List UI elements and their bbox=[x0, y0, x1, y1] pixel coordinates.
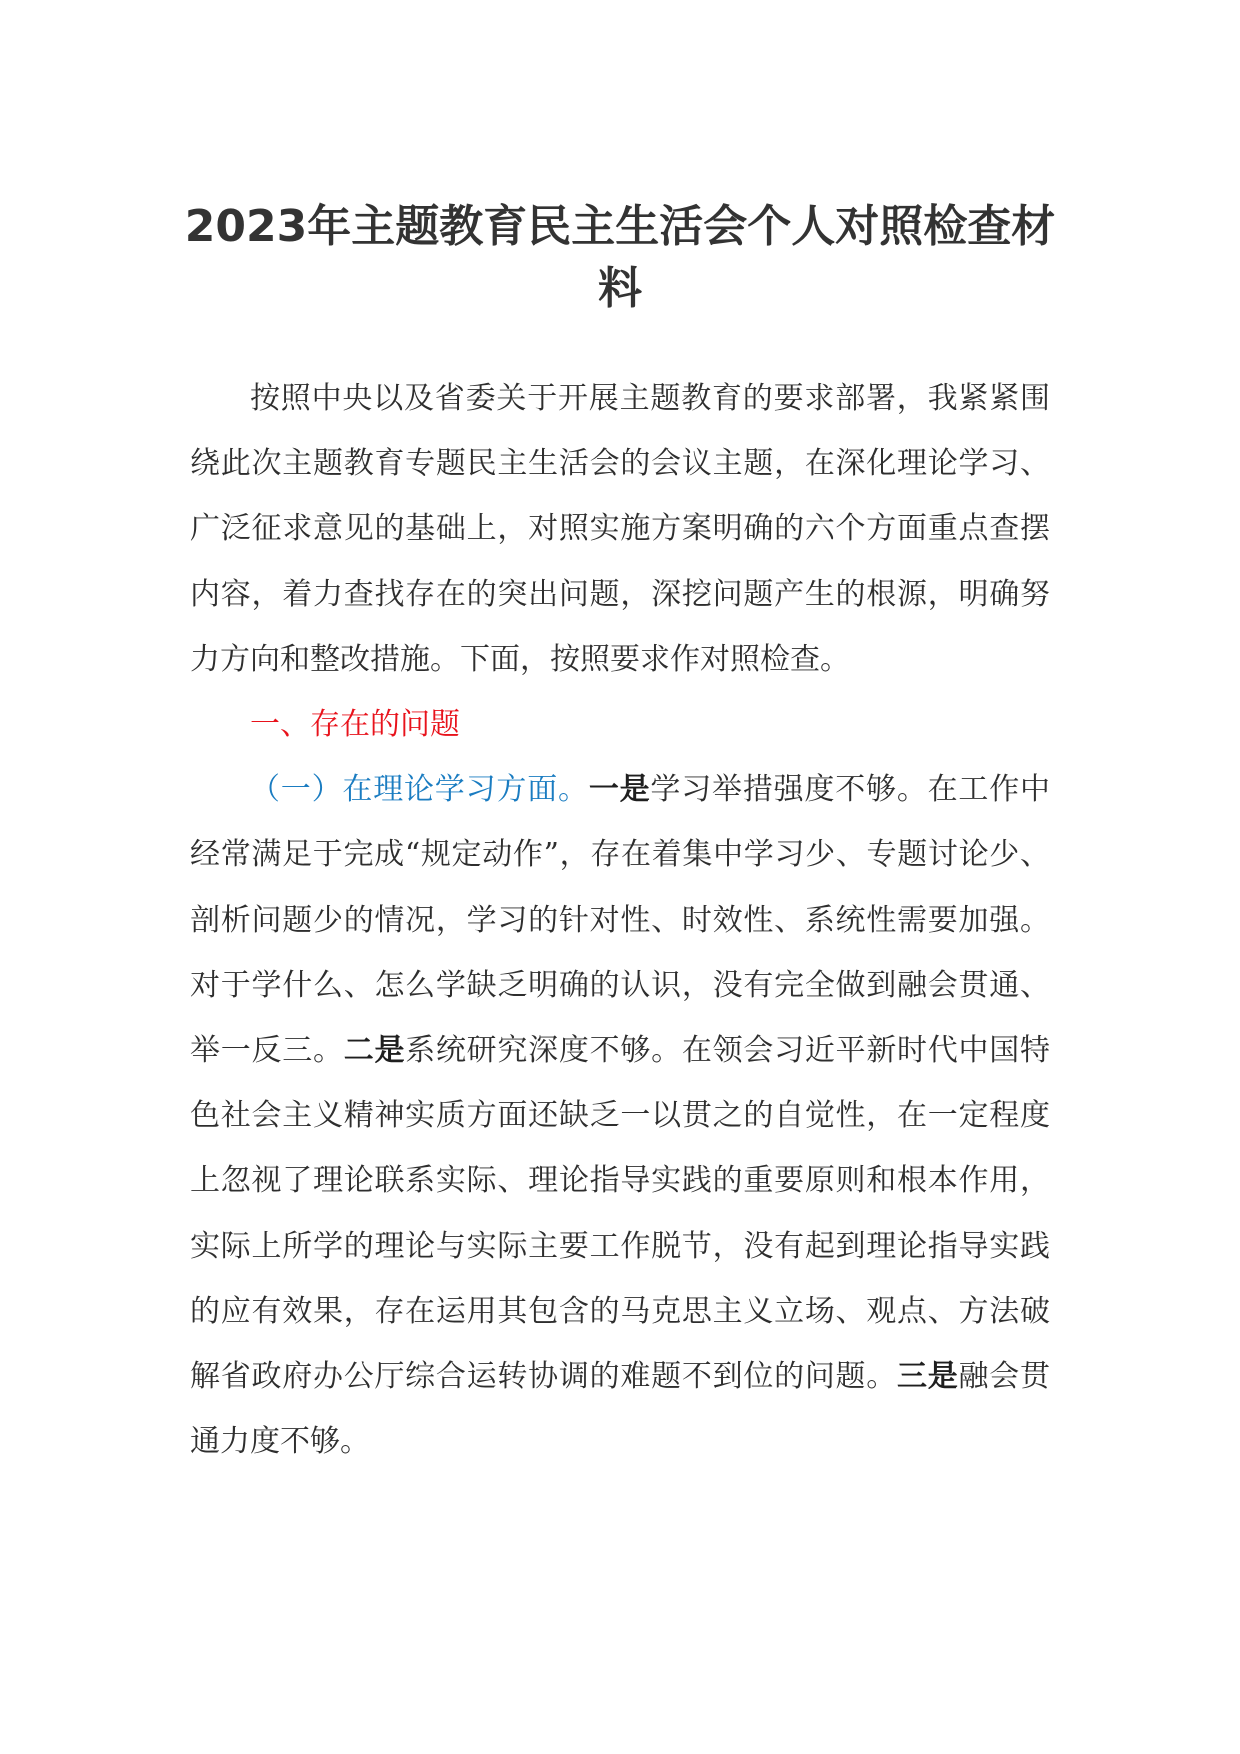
point-two-text: 系统研究深度不够。在领会习近平新时代中国特色社会主义精神实质方面还缺乏一以贯之的自觉性，在一定程度上忽视了理论联系实际、理论指导实践的重要原则和根本作用，实际上所学的理论与实际主要工作脱节，没有起到理论指导实践的应有效果，存在运用其包含的马克思主义立场、观点、方法破解省政府办公厅综合运转协调的难题不到位的问题。 bbox=[190, 1033, 1051, 1395]
point-one-text: 学习举措强度不够。在工作中经常满足于完成“规定动作”，存在着集中学习少、专题讨论少、剖析问题少的情况，学习的针对性、时效性、系统性需要加强。对于学什么、怎么学缺乏明确的认识，没有完全做到融会贯通、举一反三。 bbox=[190, 772, 1051, 1069]
point-two-label: 二是 bbox=[343, 1033, 406, 1069]
document-body bbox=[190, 366, 1050, 1474]
point-three-text: 融会贯通力度不够。 bbox=[190, 1359, 1051, 1460]
theory-study-paragraph bbox=[190, 757, 1050, 1474]
intro-paragraph: 按照中央以及省委关于开展主题教育的要求部署，我紧紧围绕此次主题教育专题民主生活会的会议主题，在深化理论学习、广泛征求意见的基础上，对照实施方案明确的六个方面重点查摆内容，着力查找存在的突出问题，深挖问题产生的根源，明确努力方向和整改措施。下面，按照要求作对照检查。 bbox=[190, 381, 1050, 677]
subsection-heading-theory-study: （一）在理论学习方面。 bbox=[250, 772, 589, 808]
section-heading-problems: 一、存在的问题 bbox=[250, 707, 460, 743]
point-one-label: 一是 bbox=[588, 772, 651, 808]
document-title: 2023年主题教育民主生活会个人对照检查材料 bbox=[184, 201, 1056, 314]
point-three-label: 三是 bbox=[897, 1359, 959, 1395]
